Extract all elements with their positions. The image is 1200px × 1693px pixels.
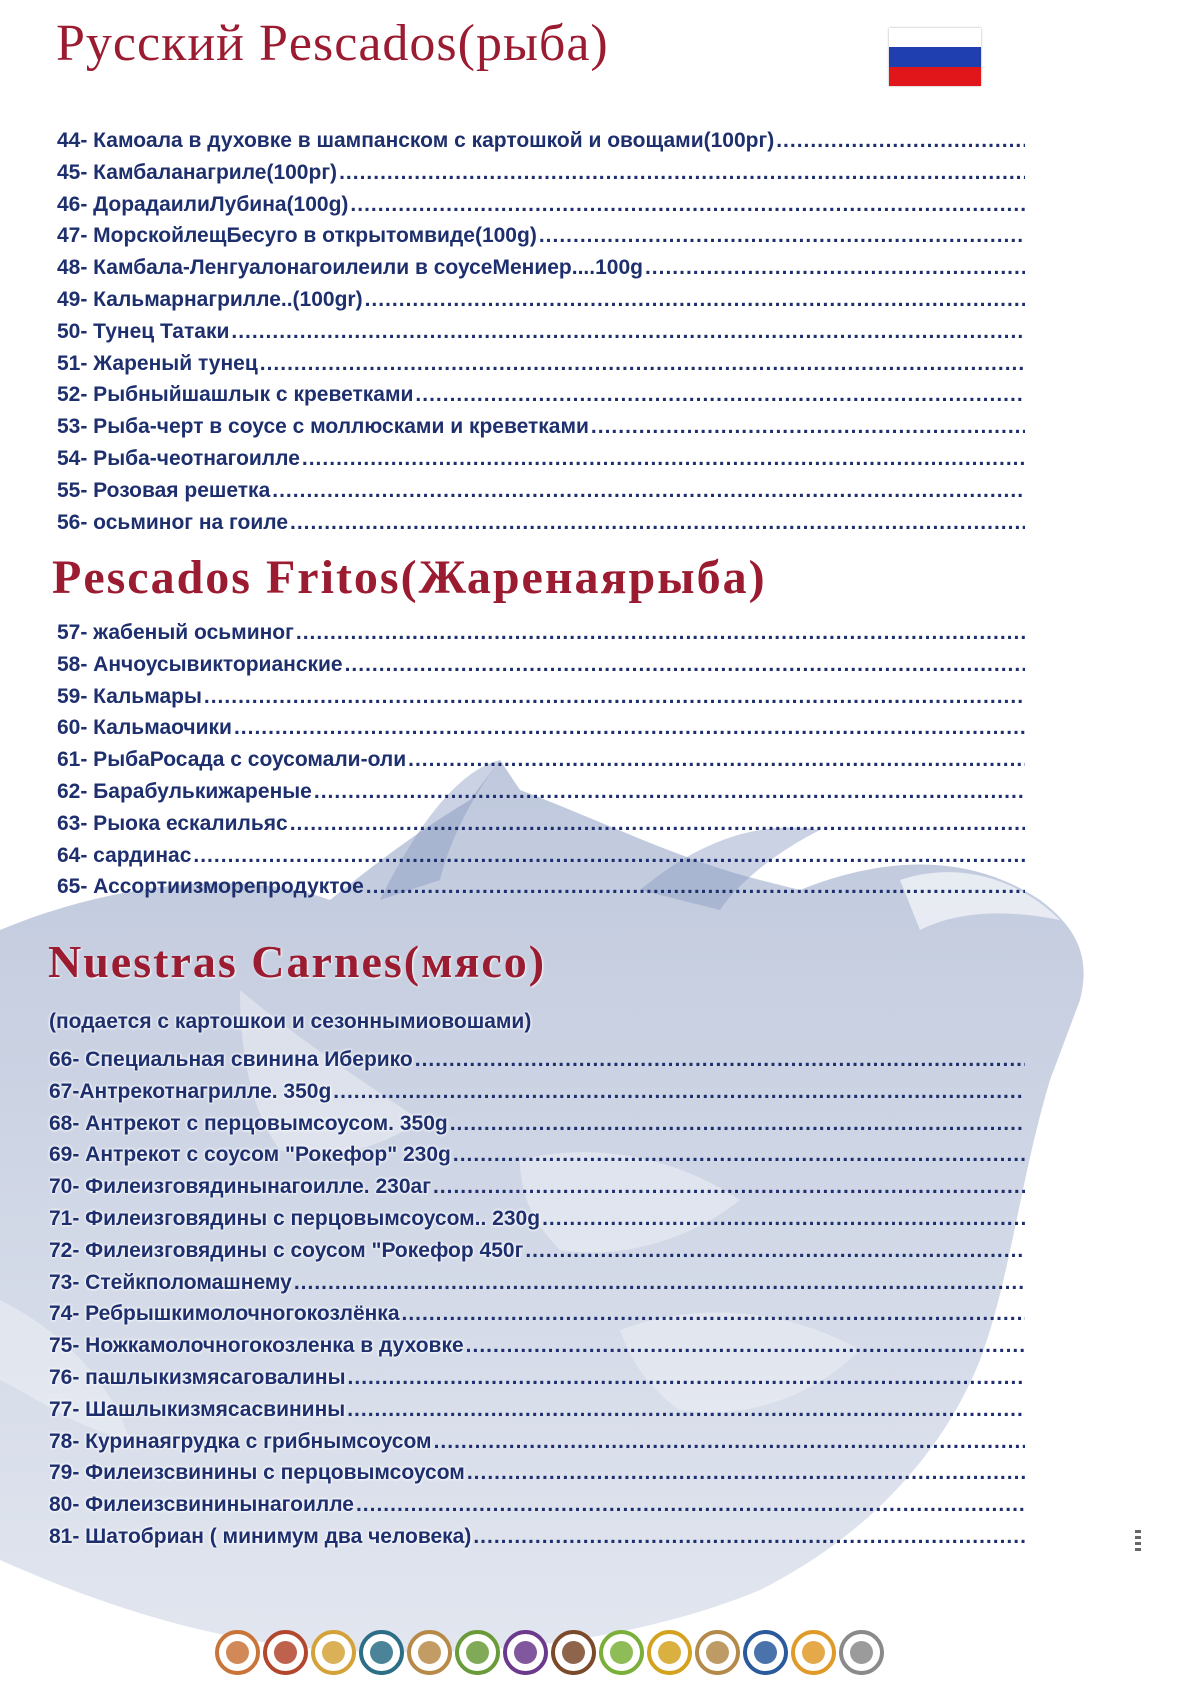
mustard-icon (647, 1630, 692, 1675)
dot-leader (193, 840, 1025, 872)
menu-item-name: 67-Антрекотнагрилле. 350g (49, 1079, 332, 1103)
peanuts-icon (407, 1630, 452, 1675)
dot-leader (350, 189, 1025, 221)
crustaceans-icon (263, 1630, 308, 1675)
dot-leader (260, 348, 1025, 380)
menu-item-name: 64- сардинас (57, 843, 192, 867)
menu-item (57, 712, 1025, 744)
menu-item (49, 1235, 1025, 1267)
menu-item (49, 1108, 1025, 1140)
menu-item-name: 49- Кальмарнагрилле..(100gr) (57, 287, 363, 311)
dot-leader (415, 379, 1025, 411)
flag-stripe-white (889, 28, 981, 47)
dot-leader (591, 411, 1025, 443)
menu-item (57, 125, 1025, 157)
molluscs-icon (839, 1630, 884, 1675)
menu-item-name: 70- Филеизговядинынагоилле. 230аг (49, 1175, 431, 1199)
dot-leader (433, 1171, 1025, 1203)
menu-item-name: 77- Шашлыкизмясасвинины (49, 1397, 346, 1421)
dot-leader (366, 871, 1025, 903)
menu-item (57, 507, 1025, 539)
menu-item-name: 59- Кальмары (57, 684, 202, 708)
menu-item (57, 744, 1025, 776)
menu-item (49, 1521, 1025, 1553)
menu-item (57, 649, 1025, 681)
menu-item-name: 75- Ножкамолочногокозленка в духовке (49, 1334, 464, 1358)
sulphites-icon (743, 1630, 788, 1675)
menu-item (57, 840, 1025, 872)
menu-item-name: 68- Антрекот с перцовымсоусом. 350g (49, 1111, 448, 1135)
menu-item (49, 1076, 1025, 1108)
russian-flag-icon (889, 28, 981, 86)
menu-item-name: 51- Жареный тунец (57, 351, 258, 375)
dot-leader (402, 1298, 1026, 1330)
menu-item (57, 443, 1025, 475)
fish-section-title: Русский Pescados(рыба) (56, 15, 609, 72)
gluten-icon (215, 1630, 260, 1675)
dot-leader (473, 1521, 1025, 1553)
soy-icon (455, 1630, 500, 1675)
menu-item (57, 411, 1025, 443)
dot-leader (290, 808, 1025, 840)
menu-item-name: 58- Анчоусывикторианские (57, 652, 343, 676)
dot-leader (466, 1330, 1025, 1362)
menu-item (49, 1457, 1025, 1489)
menu-item-name: 69- Антрекот с соусом "Рокефор" 230g (49, 1143, 451, 1167)
lupin-icon (791, 1630, 836, 1675)
menu-item (57, 189, 1025, 221)
dot-leader (272, 475, 1025, 507)
dot-leader (415, 1044, 1025, 1076)
menu-item-name: 57- жабеный осьминог (57, 621, 294, 644)
dot-leader (234, 712, 1025, 744)
menu-item-name: 54- Рыба-чеотнагоилле (57, 446, 300, 470)
menu-item (49, 1426, 1025, 1458)
menu-item-name: 50- Тунец Татаки (57, 319, 230, 343)
dot-leader (314, 776, 1025, 808)
nuts-icon (551, 1630, 596, 1675)
dot-leader (294, 1267, 1025, 1299)
menu-item-name: 46- ДорадаилиЛубина(100g) (57, 192, 349, 216)
menu-item (49, 1267, 1025, 1299)
milk-icon (503, 1630, 548, 1675)
flag-stripe-red (889, 67, 981, 86)
allergen-icons-row (215, 1630, 884, 1678)
dot-leader (525, 1235, 1025, 1267)
dot-leader (296, 617, 1025, 649)
dot-leader (348, 1362, 1025, 1394)
menu-item (49, 1139, 1025, 1171)
menu-item (49, 1203, 1025, 1235)
dot-leader (539, 220, 1025, 252)
dot-leader (645, 252, 1025, 284)
menu-item (57, 617, 1025, 649)
meat-serving-note: (подается с картошкои и сезоннымиовошами) (49, 1010, 532, 1033)
menu-item-name: 61- РыбаРосада с соусомали-оли (57, 748, 407, 772)
dot-leader (450, 1108, 1025, 1140)
dot-leader (408, 744, 1025, 776)
menu-item (49, 1044, 1025, 1076)
dot-leader (776, 125, 1025, 157)
menu-item (57, 681, 1025, 713)
dot-leader (356, 1489, 1025, 1521)
menu-item (49, 1171, 1025, 1203)
menu-item-name: 79- Филеизсвинины с перцовымсоусом (49, 1461, 465, 1485)
fried-fish-section-title: Pescados Fritos(Жаренаярыба) (52, 551, 767, 604)
menu-item-name: 74- Ребрышкимолочногокозлёнка (49, 1302, 400, 1326)
sesame-icon (695, 1630, 740, 1675)
meat-section-title: Nuestras Carnes(мясо) (48, 936, 547, 987)
menu-item (57, 871, 1025, 903)
dot-leader (365, 284, 1025, 316)
menu-item (57, 808, 1025, 840)
dot-leader (347, 1394, 1025, 1426)
dot-leader (467, 1457, 1025, 1489)
menu-item-name: 44- Камоала в духовке в шампанском с картошкой и овощами(100рг) (57, 129, 775, 152)
menu-item-name: 73- Стейкполомашнему (49, 1270, 292, 1294)
menu-item (57, 220, 1025, 252)
menu-item-name: 66- Специальная свинина Иберико (49, 1048, 413, 1071)
menu-item (57, 348, 1025, 380)
menu-item-name: 47- МорскойлещБесуго в открытомвиде(100g) (57, 224, 537, 248)
dot-leader (453, 1139, 1025, 1171)
dot-leader (434, 1426, 1025, 1458)
menu-item (57, 475, 1025, 507)
menu-item-name: 56- осьминог на гоиле (57, 510, 289, 534)
fish-items-list (57, 125, 1025, 538)
fish-icon (359, 1630, 404, 1675)
menu-item (57, 776, 1025, 808)
menu-item (49, 1489, 1025, 1521)
menu-item-name: 62- Барабулькижареные (57, 779, 312, 803)
menu-item-name: 55- Розовая решетка (57, 478, 271, 502)
menu-item (57, 284, 1025, 316)
dot-leader (302, 443, 1025, 475)
menu-item-name: 78- Куринаягрудка с грибнымсоусом (49, 1429, 432, 1453)
menu-item-name: 81- Шатобриан ( минимум два человека) (49, 1524, 472, 1548)
eggs-icon (311, 1630, 356, 1675)
menu-item-name: 60- Кальмаочики (57, 716, 232, 740)
menu-item (49, 1330, 1025, 1362)
menu-item-name: 45- Камбаланагриле(100рг) (57, 160, 338, 184)
menu-item-name: 52- Рыбныйшашлык с креветками (57, 383, 414, 407)
page-mark (1135, 1530, 1141, 1552)
menu-item (57, 252, 1025, 284)
dot-leader (204, 681, 1025, 713)
menu-item (49, 1298, 1025, 1330)
dot-leader (231, 316, 1025, 348)
fried-fish-items-list (57, 617, 1025, 903)
menu-item (49, 1362, 1025, 1394)
menu-item (57, 157, 1025, 189)
menu-item-name: 63- Рыока ескалильяс (57, 811, 288, 835)
menu-item-name: 76- пашлыкизмясаговалины (49, 1365, 346, 1389)
menu-item (49, 1394, 1025, 1426)
dot-leader (339, 157, 1025, 189)
menu-item-name: 71- Филеизговядины с перцовымсоусом.. 230g (49, 1206, 541, 1230)
meat-items-list (49, 1044, 1025, 1553)
menu-item (57, 379, 1025, 411)
dot-leader (345, 649, 1025, 681)
menu-item-name: 80- Филеизсвининынагоилле (49, 1493, 354, 1517)
menu-item-name: 72- Филеизговядины с соусом "Рокефор 450г (49, 1238, 524, 1262)
dot-leader (542, 1203, 1025, 1235)
dot-leader (290, 507, 1025, 539)
dot-leader (333, 1076, 1025, 1108)
celery-icon (599, 1630, 644, 1675)
menu-item-name: 53- Рыба-черт в соусе с моллюсками и креветками (57, 415, 589, 439)
flag-stripe-blue (889, 47, 981, 66)
menu-item-name: 65- Ассортиизморепродуктое (57, 875, 364, 899)
menu-item (57, 316, 1025, 348)
menu-item-name: 48- Камбала-Ленгуалонагоилеили в соусеМениер....100g (57, 256, 643, 280)
